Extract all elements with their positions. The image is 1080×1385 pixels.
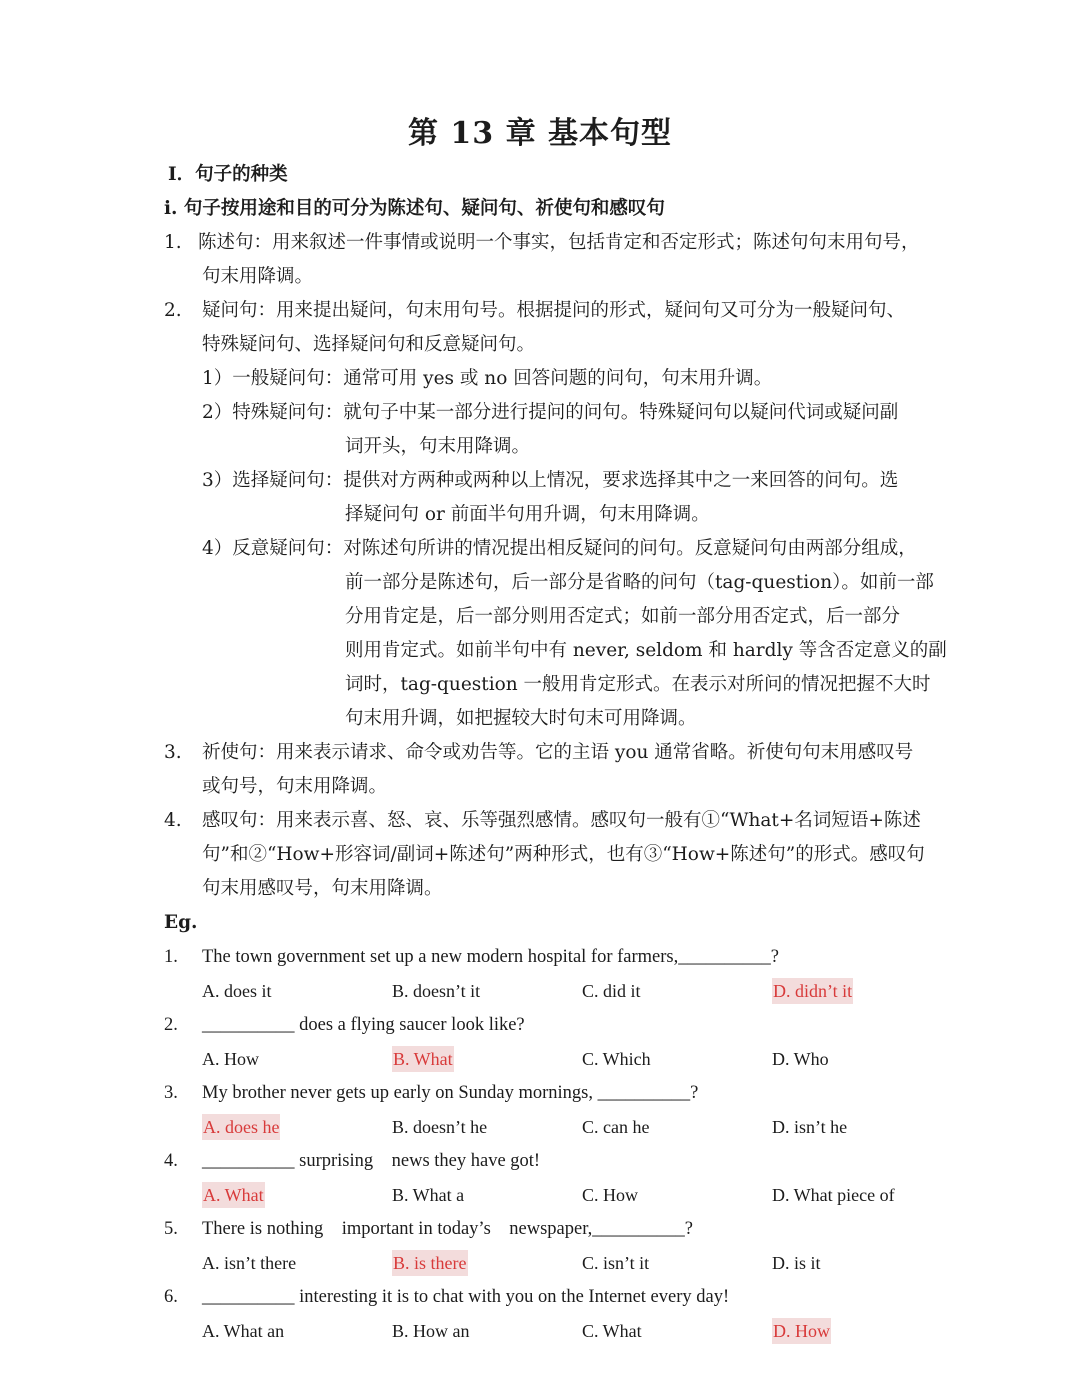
option-d: D. What piece of — [772, 1185, 895, 1205]
section-heading: Ⅰ．句子的种类 — [168, 164, 288, 185]
subitem-text: 2）特殊疑问句：就句子中某一部分进行提问的问句。特殊疑问句以疑问代词或疑问副 — [202, 402, 899, 423]
item-text: 特殊疑问句、选择疑问句和反意疑问句。 — [202, 334, 536, 355]
option-b-answer: B. is there — [392, 1250, 468, 1276]
subitem-text: 分用肯定是，后一部分则用否定式；如前一部分用否定式，后一部分 — [345, 606, 901, 627]
option-c: C. did it — [582, 981, 641, 1001]
option-a: A. What an — [202, 1321, 285, 1341]
question-number: 1. — [164, 947, 178, 967]
option-a: A. does it — [202, 981, 272, 1001]
question-text: The town government set up a new modern hospital for farmers,__________? — [202, 947, 779, 967]
item-text: 疑问句：用来提出疑问，句末用句号。根据提问的形式，疑问句又可分为一般疑问句、 — [202, 300, 906, 321]
subitem-text: 词开头，句末用降调。 — [345, 436, 531, 457]
question-number: 5. — [164, 1219, 178, 1239]
subitem-text: 句末用升调，如把握较大时句末可用降调。 — [345, 708, 697, 729]
subitem-text: 4）反意疑问句：对陈述句所讲的情况提出相反疑问的问句。反意疑问句由两部分组成， — [202, 538, 917, 559]
subsection-heading: i. 句子按用途和目的可分为陈述句、疑问句、祈使句和感叹句 — [164, 198, 665, 219]
item-text: 句末用降调。 — [202, 266, 314, 287]
eg-label: Eg. — [164, 912, 198, 933]
subitem-text: 词时，tag-question 一般用肯定形式。在表示对所问的情况把握不大时 — [345, 674, 931, 695]
item-text: 感叹句：用来表示喜、怒、哀、乐等强烈感情。感叹句一般有①“What+名词短语+陈述 — [202, 810, 921, 831]
option-c: C. Which — [582, 1049, 651, 1069]
option-c: C. isn’t it — [582, 1253, 650, 1273]
option-a: A. isn’t there — [202, 1253, 297, 1273]
option-d: D. is it — [772, 1253, 821, 1273]
question-number: 2. — [164, 1015, 178, 1035]
item-number: 2. — [164, 300, 182, 321]
subitem-text: 3）选择疑问句：提供对方两种或两种以上情况，要求选择其中之一来回答的问句。选 — [202, 470, 899, 491]
item-text: 句末用感叹号，句末用降调。 — [202, 878, 443, 899]
option-a-answer: A. What — [202, 1182, 265, 1208]
subitem-text: 前一部分是陈述句，后一部分是省略的问句（tag-question）。如前一部 — [345, 572, 934, 593]
item-text: 句”和②“How+形容词/副词+陈述句”两种形式，也有③“How+陈述句”的形式。感叹句 — [202, 844, 925, 865]
subitem-text: 1）一般疑问句：通常可用 yes 或 no 回答问题的问句，句末用升调。 — [202, 368, 773, 389]
option-c: C. What — [582, 1321, 642, 1341]
question-text: __________ surprising news they have got! — [202, 1151, 541, 1171]
option-a-answer: A. does he — [202, 1114, 280, 1140]
item-text: 或句号，句末用降调。 — [202, 776, 388, 797]
option-b: B. doesn’t it — [392, 981, 481, 1001]
question-text: My brother never gets up early on Sunday mornings, __________? — [202, 1083, 699, 1103]
question-number: 4. — [164, 1151, 178, 1171]
option-c: C. How — [582, 1185, 639, 1205]
option-d: D. isn’t he — [772, 1117, 848, 1137]
option-b: B. How an — [392, 1321, 470, 1341]
option-b: B. doesn’t he — [392, 1117, 488, 1137]
option-b: B. What a — [392, 1185, 465, 1205]
item-number: 4. — [164, 810, 182, 831]
option-d-answer: D. didn’t it — [772, 978, 853, 1004]
item-number: 3. — [164, 742, 182, 763]
item-text: 陈述句：用来叙述一件事情或说明一个事实，包括肯定和否定形式；陈述句句末用句号， — [198, 232, 920, 253]
question-number: 6. — [164, 1287, 178, 1307]
question-text: __________ does a flying saucer look like? — [202, 1015, 525, 1035]
item-number: 1. — [164, 232, 182, 253]
option-c: C. can he — [582, 1117, 650, 1137]
option-d: D. Who — [772, 1049, 829, 1069]
item-text: 祈使句：用来表示请求、命令或劝告等。它的主语 you 通常省略。祈使句句末用感叹号 — [202, 742, 914, 763]
question-number: 3. — [164, 1083, 178, 1103]
option-d-answer: D. How — [772, 1318, 831, 1344]
option-b-answer: B. What — [392, 1046, 454, 1072]
question-text: There is nothing important in today’s newspaper,__________? — [202, 1219, 693, 1239]
chapter-title: 第 13 章 基本句型 — [407, 116, 673, 151]
subitem-text: 则用肯定式。如前半句中有 never, seldom 和 hardly 等含否定意义的副 — [345, 640, 947, 661]
question-text: __________ interesting it is to chat with you on the Internet every day! — [202, 1287, 730, 1307]
subitem-text: 择疑问句 or 前面半句用升调，句末用降调。 — [345, 504, 710, 525]
option-a: A. How — [202, 1049, 259, 1069]
